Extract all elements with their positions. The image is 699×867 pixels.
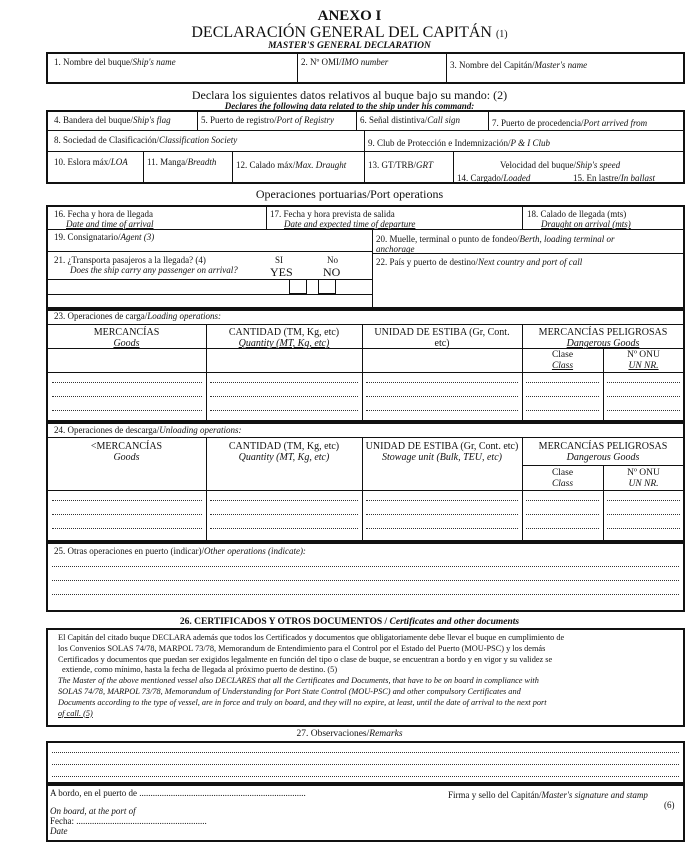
flag-label: 4. Bandera del buque/	[54, 115, 133, 125]
call-sign-label: 6. Señal distintiva/	[360, 115, 428, 125]
unloading-goods-en: Goods	[113, 452, 140, 463]
signature-label-en: Master's signature and stamp	[541, 790, 648, 800]
master-name-label-en: Master's name	[534, 60, 588, 70]
certificates-title	[0, 617, 699, 627]
signature-note: (6)	[664, 800, 675, 810]
certificates-title-en: Certificates and other documents	[389, 617, 520, 627]
loading-un-en: UN NR.	[628, 361, 659, 371]
berth-label: 20. Muelle, terminal o punto de fondeo/	[376, 234, 520, 244]
departure-datetime-field[interactable]	[270, 209, 415, 229]
agent-field[interactable]	[54, 232, 154, 242]
other-ops-line[interactable]	[52, 594, 679, 595]
passengers-yes-checkbox[interactable]	[289, 279, 307, 294]
annex-label: ANEXO I	[317, 8, 382, 24]
gt-label: 13. GT/TRB/	[368, 160, 417, 170]
date-label-en: Date	[50, 826, 68, 836]
flag-label-en: Ship's flag	[132, 115, 171, 125]
loading-goods-header	[47, 327, 206, 349]
loading-title	[54, 311, 221, 321]
loading-title-en: Loading operations:	[147, 311, 222, 321]
ballast-label-en: In ballast	[620, 173, 656, 183]
loading-class-en: Class	[551, 361, 574, 371]
class-society-field[interactable]	[54, 135, 237, 145]
other-ops-title-en: Other operations (indicate):	[203, 546, 306, 556]
imo-number-field[interactable]	[301, 57, 388, 67]
passengers-yes-option[interactable]: YES	[270, 265, 293, 279]
ship-name-label: 1. Nombre del buque/	[54, 57, 133, 67]
berth-label-en-2: anchorage	[376, 244, 415, 254]
unloading-un-es: Nº ONU	[627, 468, 660, 478]
call-sign-field[interactable]	[360, 115, 460, 125]
passengers-no-label: No	[327, 255, 338, 265]
passengers-label-es: 21. ¿Transporta pasajeros a la llegada? (4)	[54, 255, 206, 265]
passengers-no-checkbox[interactable]	[318, 279, 336, 294]
passengers-si-label: SI	[275, 255, 284, 265]
max-draught-label: 12. Calado máx/	[236, 160, 296, 170]
flag-field[interactable]	[54, 115, 171, 125]
date-field[interactable]: Fecha: ..........................................................	[50, 816, 207, 826]
title-note: (1)	[495, 29, 508, 40]
ship-name-field[interactable]	[54, 57, 176, 67]
loading-goods-es: MERCANCÍAS	[93, 327, 160, 338]
port-operations-heading: Operaciones portuarias/Port operations	[255, 187, 444, 201]
loading-class-header	[522, 350, 603, 372]
unloading-goods-header	[47, 441, 206, 463]
unloading-qty-header	[206, 441, 362, 463]
pi-club-label-en: P & I Club	[510, 138, 551, 148]
loa-label-en: LOA	[110, 157, 128, 167]
speed-label	[500, 160, 620, 170]
signature-label-es: Firma y sello del Capitán/	[448, 790, 542, 800]
cert-es-line: extiende, como mínimo, hasta la fecha de llegada al próximo puerto de destino. (5)	[62, 665, 338, 675]
other-ops-line[interactable]	[52, 580, 679, 581]
loading-class-es: Clase	[551, 350, 574, 360]
next-port-field[interactable]	[376, 257, 582, 267]
speed-ballast-field[interactable]	[573, 173, 655, 183]
loading-un-es: Nº ONU	[627, 350, 660, 360]
loa-label: 10. Eslora máx/	[54, 157, 111, 167]
max-draught-field[interactable]	[236, 160, 346, 170]
unloading-stow-en: Stowage unit (Bulk, TEU, etc)	[382, 452, 502, 463]
unloading-goods-es: <MERCANCÍAS	[90, 441, 163, 452]
loading-un-header	[603, 350, 684, 372]
pi-club-field[interactable]	[368, 138, 550, 148]
max-draught-label-en: Max. Draught	[295, 160, 347, 170]
remarks-box	[46, 741, 685, 784]
loading-qty-en: Quantity (MT, Kg, etc)	[238, 338, 330, 349]
arrival-label-en: Date and time of arrival	[66, 219, 154, 229]
arrival-label: 16. Fecha y hora de llegada	[54, 209, 153, 219]
next-port-label: 22. País y puerto de destino/	[376, 257, 478, 267]
berth-label-en: Berth, loading terminal or	[519, 234, 615, 244]
loading-goods-en: Goods	[113, 338, 140, 349]
breadth-label-en: Breadth	[187, 157, 217, 167]
agent-label-en: Agent (3)	[120, 232, 155, 242]
passengers-label	[54, 255, 238, 275]
class-society-label-en: Classification Society	[158, 135, 238, 145]
imo-label-en: IMO number	[341, 57, 389, 67]
unloading-qty-es: CANTIDAD (TM, Kg, etc)	[228, 441, 340, 452]
remarks-line[interactable]	[52, 752, 679, 753]
gt-label-en: GRT	[416, 160, 434, 170]
ship-name-label-en: Ship's name	[132, 57, 176, 67]
unloading-title-en: Unloading operations:	[159, 425, 242, 435]
arrival-draught-label: 18. Calado de llegada (mts)	[527, 209, 627, 219]
port-from-label: 7. Puerto de procedencia/	[492, 118, 584, 128]
class-society-label: 8. Sociedad de Clasificación/	[54, 135, 159, 145]
master-name-field[interactable]	[450, 60, 587, 70]
loading-dg-es: MERCANCÍAS PELIGROSAS	[538, 327, 668, 338]
signature-label	[448, 790, 648, 800]
gt-field[interactable]	[368, 160, 433, 170]
passengers-no-option[interactable]: NO	[323, 265, 341, 279]
arrival-draught-label-en: Draught on arrival (mts)	[541, 219, 631, 229]
master-name-label: 3. Nombre del Capitán/	[450, 60, 535, 70]
unloading-title-es: 24. Operaciones de descarga/	[54, 425, 160, 435]
breadth-field[interactable]	[147, 157, 216, 167]
agent-label: 19. Consignatario/	[54, 232, 121, 242]
ballast-label: 15. En lastre/	[573, 173, 621, 183]
passengers-label-en: Does the ship carry any passenger on arrival?	[70, 265, 238, 275]
onboard-label: On board, at the port of	[50, 806, 136, 816]
arrival-draught-field[interactable]	[527, 209, 631, 229]
port-signed-field[interactable]: A bordo, en el puerto de ..........................................................................	[50, 788, 306, 798]
unloading-class-header	[522, 468, 603, 490]
unloading-dg-es: MERCANCÍAS PELIGROSAS	[538, 441, 668, 452]
breadth-label: 11. Manga/	[147, 157, 188, 167]
port-registry-field[interactable]	[201, 115, 334, 125]
declare-heading-en: Declares the following data related to the ship under his command:	[224, 101, 475, 111]
loading-title-es: 23. Operaciones de carga/	[54, 311, 148, 321]
departure-label-en: Date and expected time of departure	[284, 219, 416, 229]
call-sign-label-en: Call sign	[427, 115, 461, 125]
cert-es-line: los Convenios SOLAS 74/78, MARPOL 73/78, Memorandum de Entendimiento para el Control por el Estado del Puerto (MOU-PSC) y los demás	[58, 643, 546, 653]
unloading-title	[54, 425, 242, 435]
certificates-title-es: 26. CERTIFICADOS Y OTROS DOCUMENTOS /	[179, 617, 388, 627]
unloading-dg-header	[522, 441, 684, 463]
loading-stow-es-2: etc)	[434, 338, 450, 349]
imo-label: 2. Nº OMI/	[301, 57, 342, 67]
unloading-class-es: Clase	[551, 468, 574, 478]
next-port-label-en: Next country and port of call	[478, 257, 583, 267]
remarks-line[interactable]	[52, 776, 679, 777]
unloading-un-en: UN NR.	[628, 479, 659, 489]
loading-qty-header	[206, 327, 362, 349]
remarks-title-es: 27. Observaciones/	[296, 729, 370, 739]
pi-club-label: 9. Club de Protección e Indemnización/	[368, 138, 511, 148]
loa-field[interactable]	[54, 157, 128, 167]
port-from-label-en: Port arrived from	[583, 118, 648, 128]
loaded-label-en: Loaded	[503, 173, 531, 183]
port-registry-label-en: Port of Registry	[276, 115, 334, 125]
unloading-stow-es: UNIDAD DE ESTIBA (Gr, Cont. etc)	[365, 441, 519, 452]
port-registry-label: 5. Puerto de registro/	[201, 115, 277, 125]
page-title	[0, 24, 699, 42]
loaded-label: 14. Cargado/	[457, 173, 504, 183]
cert-es-line: Certificados y documentos que puedan ser exigidos legalmente en función del tipo o clase de buque, se encuentran a bordo y en vigor y su validez se	[58, 654, 553, 664]
unloading-class-en: Class	[551, 479, 574, 489]
loading-stow-es: UNIDAD DE ESTIBA (Gr, Cont.	[374, 327, 510, 338]
port-from-field[interactable]	[492, 118, 647, 128]
loading-qty-es: CANTIDAD (TM, Kg, etc)	[228, 327, 340, 338]
speed-label-es: Velocidad del buque/	[500, 160, 576, 170]
remarks-line[interactable]	[52, 764, 679, 765]
page-subtitle: MASTER'S GENERAL DECLARATION	[268, 41, 431, 51]
declare-heading: Declara los siguientes datos relativos al buque bajo su mando: (2)	[191, 88, 508, 102]
cert-en-line: The Master of the above mentioned vessel also DECLARES that all the Certificates and Documents, that have to be on board in compliance with	[58, 676, 539, 686]
loading-stow-header	[362, 327, 522, 349]
arrival-datetime-field[interactable]	[54, 209, 154, 229]
remarks-title-en: Remarks	[369, 729, 403, 739]
title-text: DECLARACIÓN GENERAL DEL CAPITÁN	[191, 24, 492, 41]
other-ops-title-es: 25. Otras operaciones en puerto (indicar)/	[54, 546, 204, 556]
speed-label-en: Ship's speed	[575, 160, 621, 170]
berth-field[interactable]	[376, 234, 614, 254]
departure-label: 17. Fecha y hora prevista de salida	[270, 209, 395, 219]
unloading-qty-en: Quantity (MT, Kg, etc)	[238, 452, 330, 463]
remarks-title	[0, 729, 699, 739]
cert-en-line: of call. (5)	[58, 708, 93, 718]
unloading-un-header	[603, 468, 684, 490]
other-ops-line[interactable]	[52, 566, 679, 567]
speed-loaded-field[interactable]	[457, 173, 530, 183]
other-ops-title	[54, 546, 306, 556]
unloading-stow-header	[362, 441, 522, 463]
cert-es-line: El Capitán del citado buque DECLARA además que todos los Certificados y documentos que obligatoriamente debe llevar el buque en cumplimiento de	[58, 633, 565, 642]
cert-en-line: SOLAS 74/78, MARPOL 73/78, Memorandum of Understanding for Port State Control (MOU-PSC) and other compulsory Certificates and	[58, 686, 521, 696]
loading-dg-header	[522, 327, 684, 349]
unloading-dg-en: Dangerous Goods	[566, 452, 640, 463]
loading-dg-en: Dangerous Goods	[566, 338, 640, 349]
cert-en-line: Documents according to the type of vessel, are in force and truly on board, and they will no expire, at least, until the date of arrival to the next port	[58, 697, 547, 707]
certificates-declaration	[58, 633, 678, 719]
